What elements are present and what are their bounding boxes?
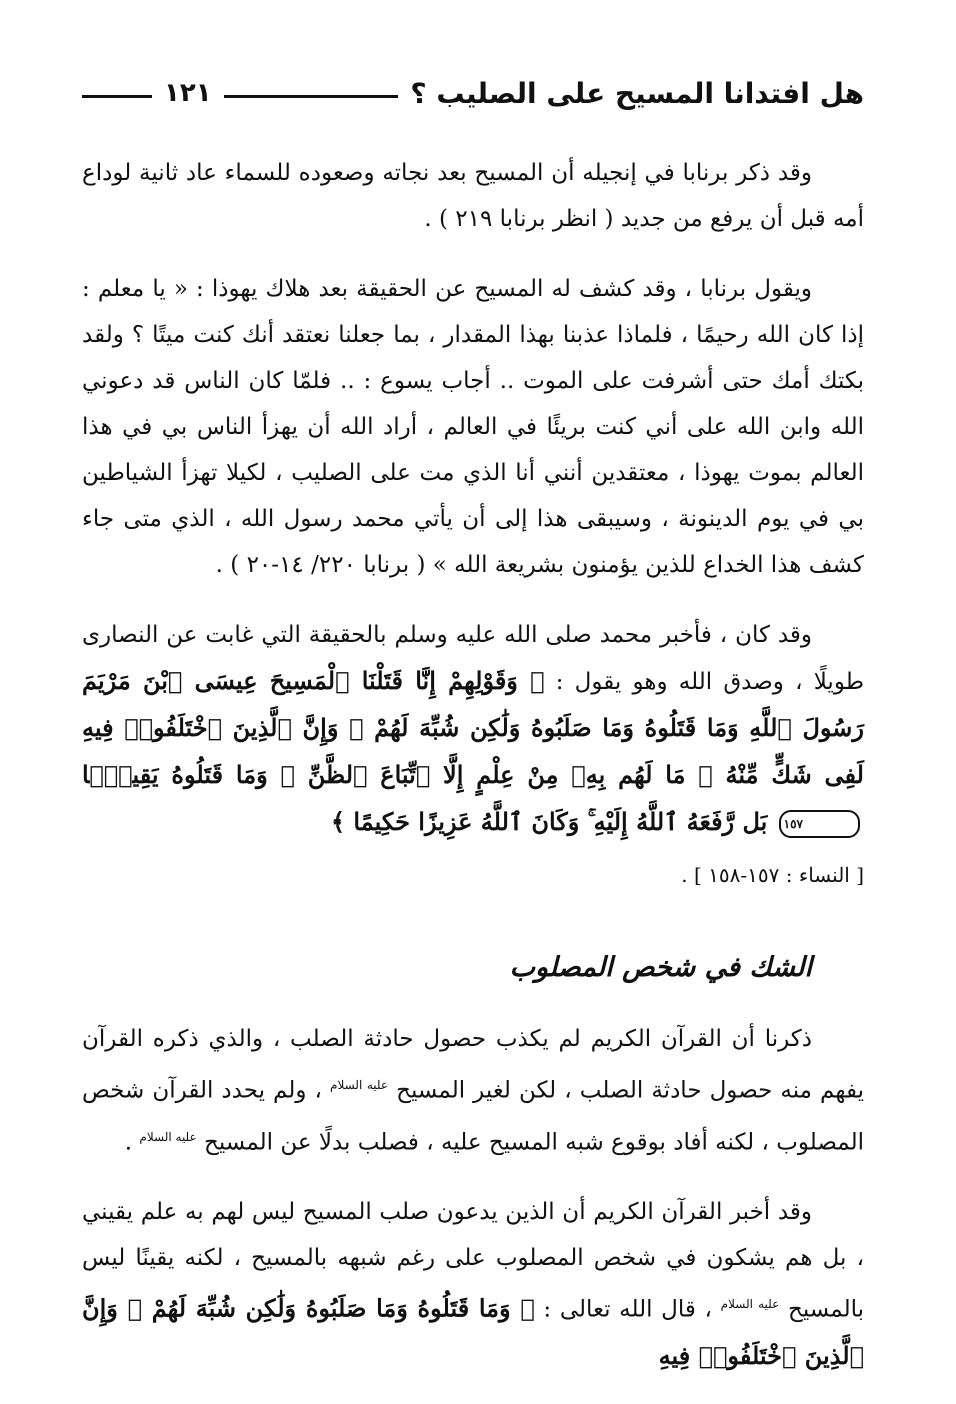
paragraph-quran-certainty xyxy=(82,1189,864,1380)
verse-number-marker: ١٥٧ xyxy=(779,810,860,838)
paragraph-text: ذكرنا أن القرآن الكريم لم يكذب حصول حادثة الصلب ، والذي ذكره القرآن يفهم منه حصول حادثة الصلب ، لكن لغير المسيح xyxy=(82,1026,865,1104)
quran-verse-excerpt: ﴿ وَمَا قَتَلُوهُ وَمَا صَلَبُوهُ وَلَٰكِن شُبِّهَ لَهُمْ ۚ وَإِنَّ ٱلَّذِينَ ٱخْتَلَفُوا۟ فِيهِ xyxy=(82,1293,864,1370)
paragraph-barnabas-quote: ويقول برنابا ، وقد كشف له المسيح عن الحقيقة بعد هلاك يهوذا : « يا معلم : إذا كان الله رحيمًا ، فلماذا عذبنا بهذا المقدار ، بما جعلنا نعتقد أنك كنت ميتًا ؟ ولقد بكتك أمك حتى أشرفت على الموت .. أجاب يسوع : .. فلمّا كان الناس قد دعوني الله وابن الله على أني كنت بريئًا في العالم ، أراد الله أن يهزأ الناس بي في هذا العالم بموت يهوذا ، معتقدين أنني أنا الذي مت على الصليب ، لكيلا تهزأ الشياطين بي في يوم الدينونة ، وسيبقى هذا إلى أن يأتي محمد رسول الله ، الذي متى جاء كشف هذا الخداع للذين يؤمنون بشريعة الله » ( برنابا ٢٢٠/ ١٤-٢٠ ) . xyxy=(82,276,864,578)
paragraph-barnabas-farewell: وقد ذكر برنابا في إنجيله أن المسيح بعد نجاته وصعوده للسماء عاد ثانية لوداع أمه قبل أن يرفع من جديد ( انظر برنابا ٢١٩ ) . xyxy=(82,160,864,232)
surah-reference: [ النساء : ١٥٧-١٥٨ ] . xyxy=(681,863,864,887)
running-header xyxy=(82,70,864,116)
chapter-title: هل افتدانا المسيح على الصليب ؟ xyxy=(410,76,864,110)
pbuh-honorific: عليه السلام xyxy=(720,1297,780,1312)
pbuh-honorific: عليه السلام xyxy=(139,1129,197,1144)
pbuh-honorific: عليه السلام xyxy=(330,1078,389,1092)
page-number: ١٢١ xyxy=(164,78,212,108)
paragraph-intro: وقد كان ، فأخبر محمد صلى الله عليه وسلم بالحقيقة التي غابت عن النصارى طويلًا ، وصدق الله وهو يقول : xyxy=(82,622,865,695)
section-heading: الشك في شخص المصلوب xyxy=(509,952,812,983)
paragraph-end: . xyxy=(124,1129,133,1156)
header-rule xyxy=(224,95,399,98)
header-rule-end xyxy=(82,95,152,98)
quran-verse-part-one: ﴿ وَقَوْلِهِمْ إِنَّا قَتَلْنَا ٱلْمَسِيحَ عِيسَى ٱبْنَ مَرْيَمَ رَسُولَ ٱللَّهِ وَمَا قَتَلُوهُ وَمَا صَلَبُوهُ وَلَٰكِن شُبِّهَ لَهُمْ ۚ وَإِنَّ ٱلَّذِينَ ٱخْتَلَفُوا۟ فِيهِ لَفِى شَكٍّ مِّنْهُ ۚ مَا لَهُم بِهِۦ مِنْ عِلْمٍ إِلَّا ٱتِّبَاعَ ٱلظَّنِّ ۚ وَمَا قَتَلُوهُ يَقِينًۢا xyxy=(82,666,864,789)
quran-verse-part-two: بَل رَّفَعَهُ ٱللَّهُ إِلَيْهِ ۚ وَكَانَ ٱللَّهُ عَزِيزًا حَكِيمًا ﴾ xyxy=(330,807,768,836)
paragraph-text: ، ولم يحدد القرآن شخص المصلوب ، لكنه أفاد بوقوع شبه المسيح عليه ، فصلب بدلًا عن المسيح xyxy=(82,1077,864,1156)
page-body xyxy=(82,150,864,1404)
paragraph-crucifixion-doubt xyxy=(82,1016,864,1165)
paragraph-text: وقد أخبر القرآن الكريم أن الذين يدعون صلب المسيح ليس لهم به علم يقيني ، بل هم يشكون في شخص المصلوب على رغم شبهه بالمسيح ، لكنه يقينًا ليس بالمسيح xyxy=(82,1199,864,1323)
paragraph-quran-verse xyxy=(82,612,864,846)
paragraph-text: ، قال الله تعالى : xyxy=(534,1296,712,1323)
